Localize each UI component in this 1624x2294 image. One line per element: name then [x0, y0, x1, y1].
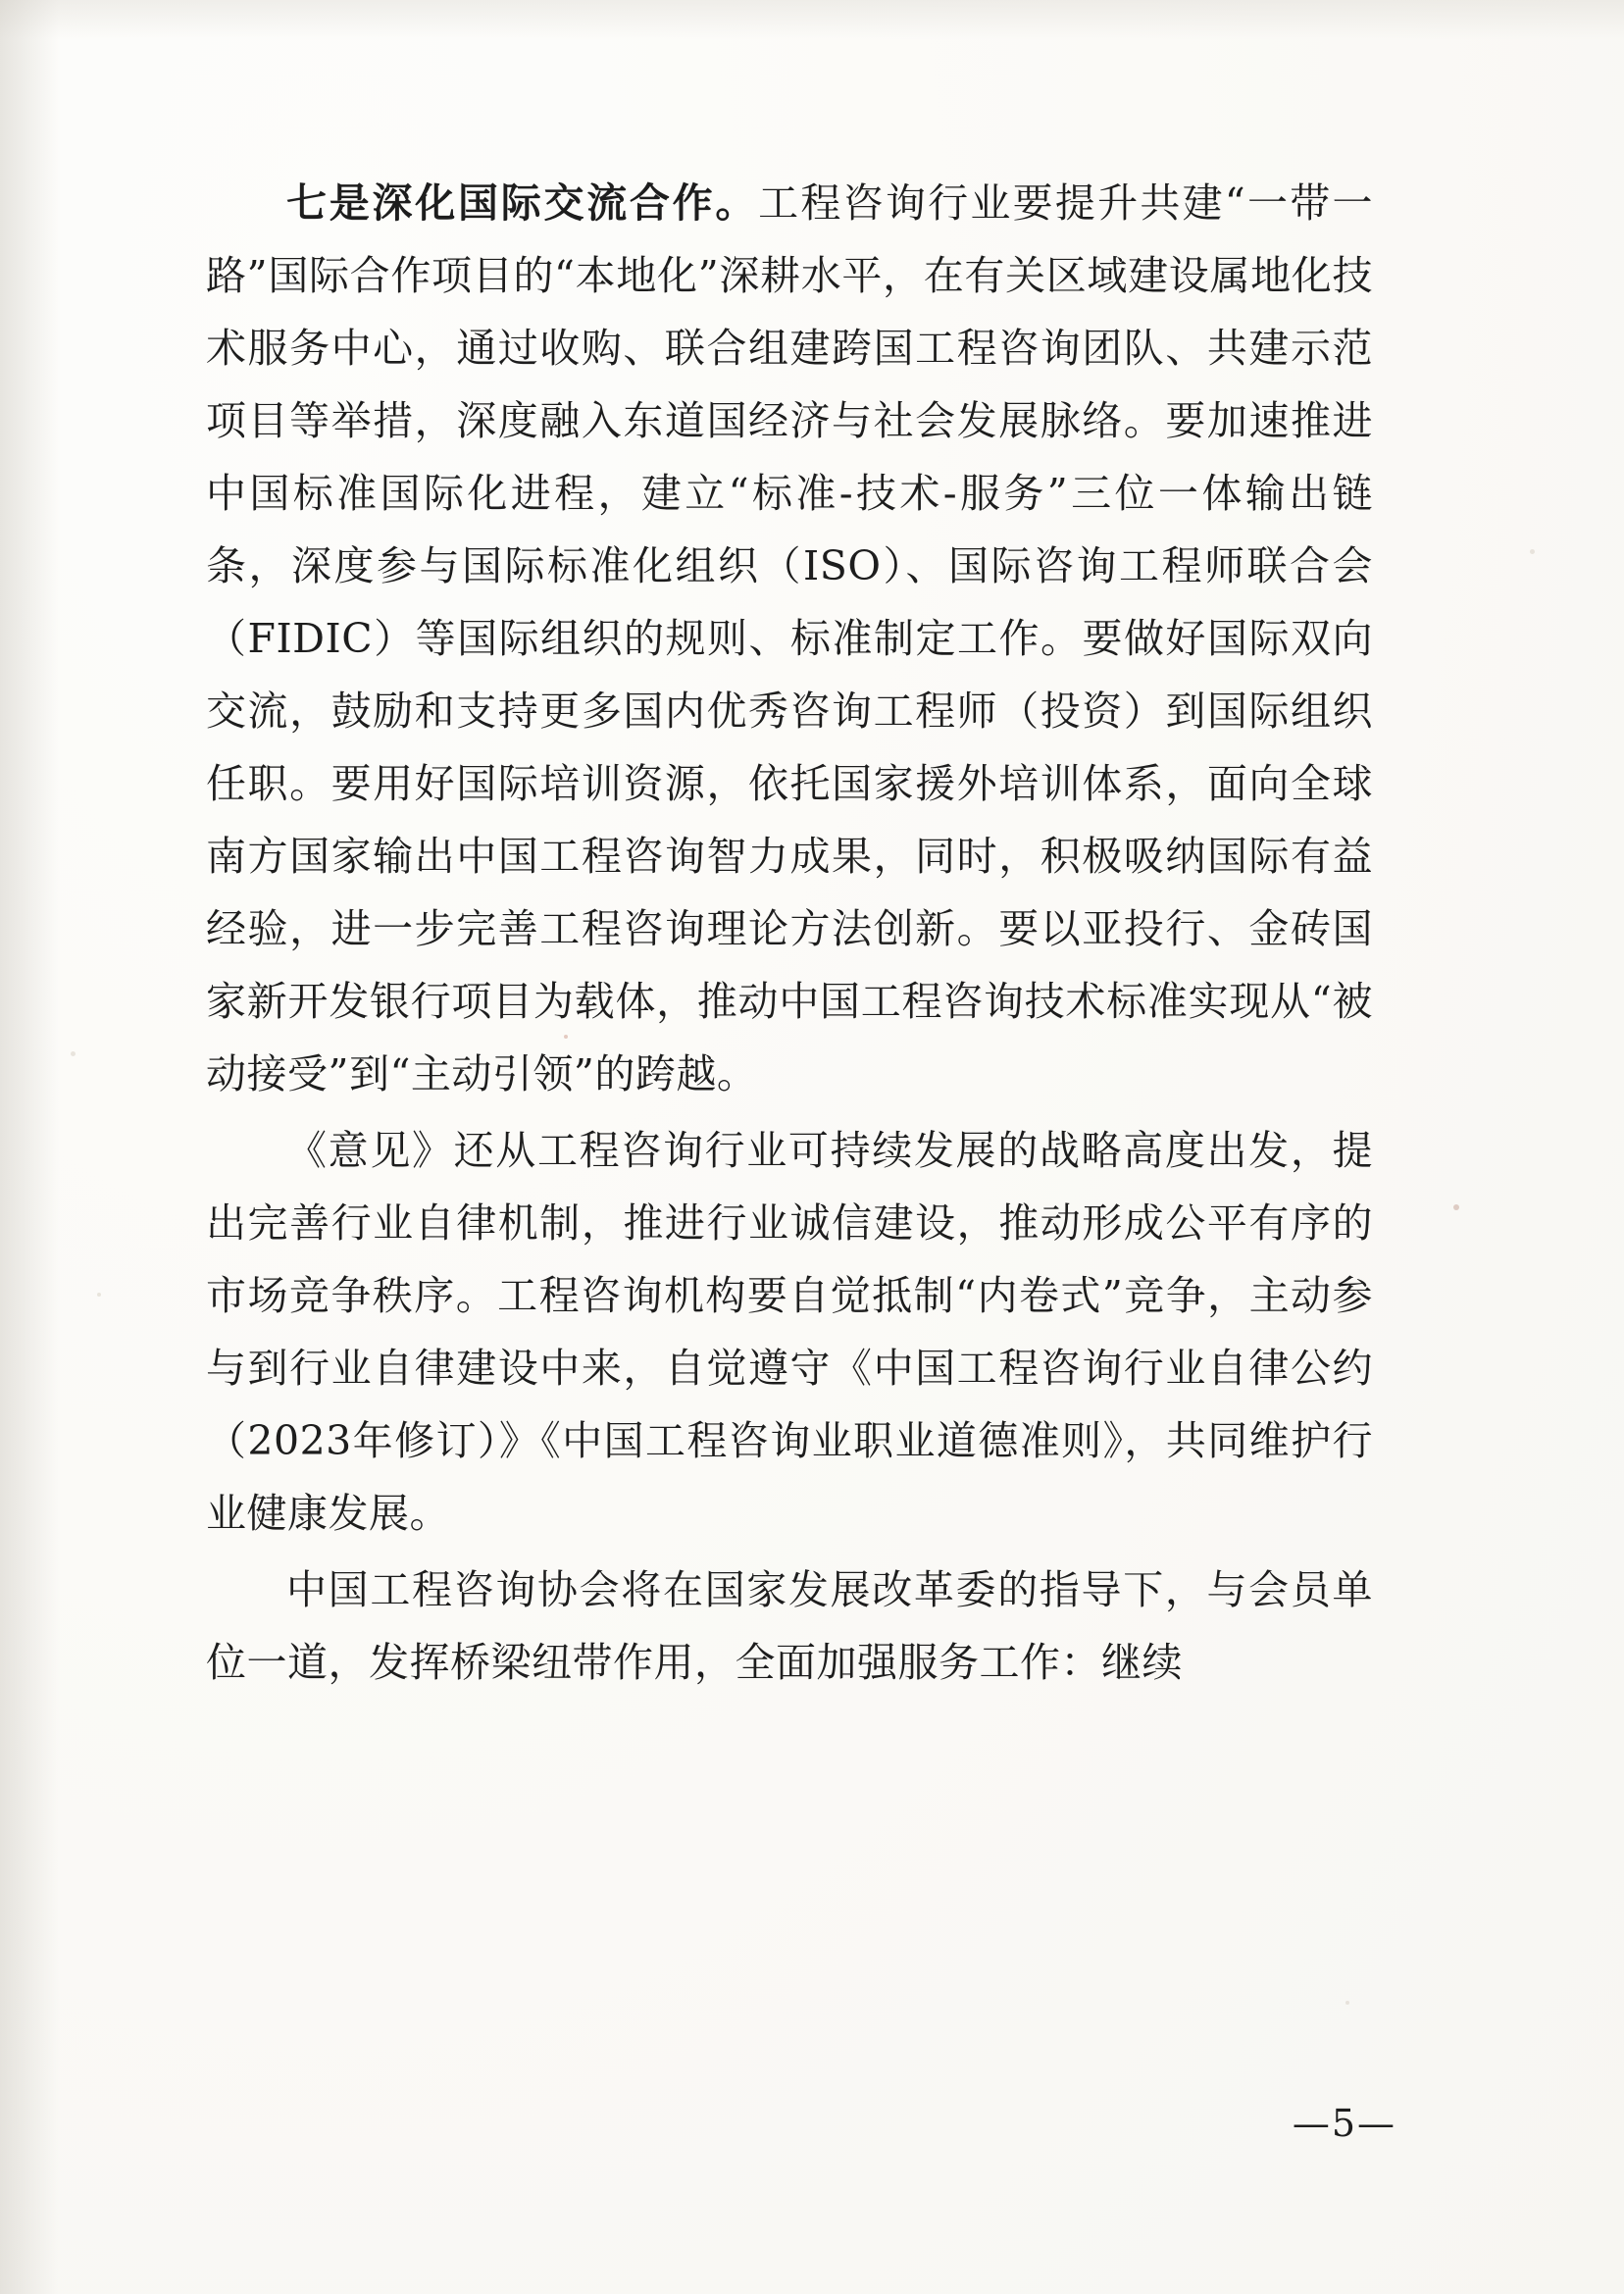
scan-speck: [1530, 549, 1535, 554]
scan-speck: [97, 1293, 101, 1297]
page-edge-shading-left: [0, 0, 59, 2294]
paragraph-1-lead: 七是深化国际交流合作。: [286, 179, 759, 227]
document-body: [206, 167, 1373, 1703]
scan-speck: [1345, 2001, 1349, 2005]
scan-speck: [1453, 1204, 1459, 1210]
paragraph-1-text: 工程咨询行业要提升共建“一带一路”国际合作项目的“本地化”深耕水平，在有关区域建设属地化技术服务中心，通过收购、联合组建跨国工程咨询团队、共建示范项目等举措，深度融入东道国经济与社会发展脉络。要加速推进中国标准国际化进程，建立“标准-技术-服务”三位一体输出链条，深度参与国际标准化组织（ISO）、国际咨询工程师联合会（FIDIC）等国际组织的规则、标准制定工作。要做好国际双向交流，鼓励和支持更多国内优秀咨询工程师（投资）到国际组织任职。要用好国际培训资源，依托国家援外培训体系，面向全球南方国家输出中国工程咨询智力成果，同时，积极吸纳国际有益经验，进一步完善工程咨询理论方法创新。要以亚投行、金砖国家新开发银行项目为载体，推动中国工程咨询技术标准实现从“被动接受”到“主动引领”的跨越。: [206, 179, 1373, 1097]
paragraph-3-text: 中国工程咨询协会将在国家发展改革委的指导下，与会员单位一道，发挥桥梁纽带作用，全面加强服务工作：继续: [206, 1566, 1373, 1686]
paragraph-3: [206, 1554, 1373, 1699]
paragraph-1: [206, 167, 1373, 1110]
page-number: —5—: [1292, 2102, 1396, 2145]
paragraph-2: [206, 1114, 1373, 1550]
page-edge-shading-top: [0, 0, 1624, 39]
scan-speck: [71, 1051, 76, 1056]
paragraph-2-text: 《意见》还从工程咨询行业可持续发展的战略高度出发，提出完善行业自律机制，推进行业诚信建设，推动形成公平有序的市场竞争秩序。工程咨询机构要自觉抵制“内卷式”竞争，主动参与到行业自律建设中来，自觉遵守《中国工程咨询行业自律公约（2023年修订）》《中国工程咨询业职业道德准则》，共同维护行业健康发展。: [206, 1127, 1373, 1537]
